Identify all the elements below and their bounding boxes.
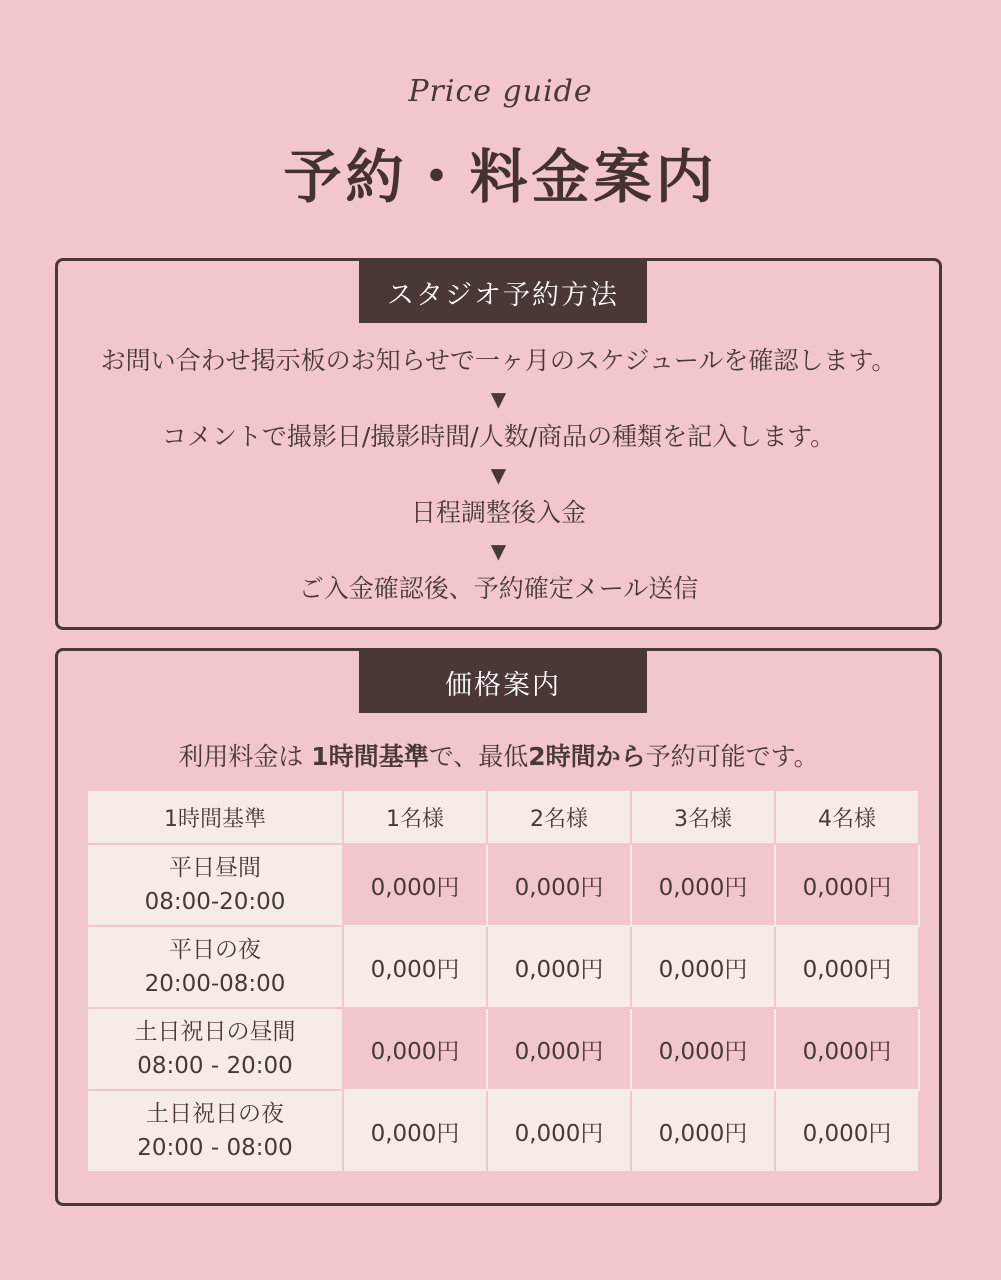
- note-text: 予約可能です。: [645, 742, 819, 771]
- table-row: [87, 844, 919, 926]
- price-cell: 0,000円: [343, 1090, 487, 1172]
- price-cell: 0,000円: [487, 1008, 631, 1090]
- pricing-panel: [55, 648, 942, 1206]
- price-cell: 0,000円: [487, 1090, 631, 1172]
- down-arrow-icon: ▼: [490, 463, 507, 487]
- price-cell: 0,000円: [775, 1008, 919, 1090]
- row-label: [87, 1008, 343, 1090]
- row-label: [87, 926, 343, 1008]
- column-header: 2名様: [487, 790, 631, 844]
- pricing-note: [58, 737, 939, 773]
- row-label: [87, 844, 343, 926]
- down-arrow-icon: ▼: [490, 387, 507, 411]
- row-label-name: 土日祝日の夜: [146, 1101, 284, 1127]
- reservation-heading: スタジオ予約方法: [359, 261, 647, 323]
- table-row: [87, 926, 919, 1008]
- pricing-heading: 価格案内: [359, 651, 647, 713]
- reservation-step: 日程調整後入金: [410, 498, 586, 527]
- reservation-steps: [58, 343, 939, 607]
- script-title: Price guide: [408, 74, 593, 109]
- reservation-step: お問い合わせ掲示板のお知らせで一ヶ月のスケジュールを確認します。: [100, 346, 897, 375]
- reservation-panel: [55, 258, 942, 630]
- price-cell: 0,000円: [631, 844, 775, 926]
- table-row: [87, 1090, 919, 1172]
- price-cell: 0,000円: [775, 1090, 919, 1172]
- note-text: で、最低: [428, 742, 529, 771]
- row-label-time: 08:00-20:00: [144, 889, 286, 915]
- column-header: 1時間基準: [87, 790, 343, 844]
- row-label-time: 20:00 - 08:00: [137, 1135, 293, 1161]
- column-header: 4名様: [775, 790, 919, 844]
- row-label-name: 平日の夜: [169, 937, 261, 963]
- row-label-time: 08:00 - 20:00: [137, 1053, 293, 1079]
- row-label-time: 20:00-08:00: [144, 971, 286, 997]
- price-cell: 0,000円: [343, 844, 487, 926]
- row-label-name: 土日祝日の昼間: [134, 1019, 296, 1045]
- column-header: 3名様: [631, 790, 775, 844]
- price-cell: 0,000円: [343, 926, 487, 1008]
- table-row: [87, 1008, 919, 1090]
- reservation-step: コメントで撮影日/撮影時間/人数/商品の種類を記入します。: [161, 422, 836, 451]
- column-header: 1名様: [343, 790, 487, 844]
- price-cell: 0,000円: [343, 1008, 487, 1090]
- price-cell: 0,000円: [487, 844, 631, 926]
- page-title: 予約・料金案内: [283, 143, 718, 211]
- note-emphasis: 2時間から: [528, 742, 646, 771]
- price-cell: 0,000円: [631, 1008, 775, 1090]
- price-cell: 0,000円: [775, 926, 919, 1008]
- row-label: [87, 1090, 343, 1172]
- note-text: 利用料金は: [178, 742, 312, 771]
- table-header-row: [87, 790, 919, 844]
- price-cell: 0,000円: [631, 1090, 775, 1172]
- down-arrow-icon: ▼: [490, 539, 507, 563]
- price-table: [86, 789, 920, 1173]
- price-cell: 0,000円: [631, 926, 775, 1008]
- row-label-name: 平日昼間: [169, 855, 261, 881]
- note-emphasis: 1時間基準: [311, 742, 429, 771]
- reservation-step: ご入金確認後、予約確定メール送信: [298, 574, 699, 603]
- price-cell: 0,000円: [487, 926, 631, 1008]
- price-cell: 0,000円: [775, 844, 919, 926]
